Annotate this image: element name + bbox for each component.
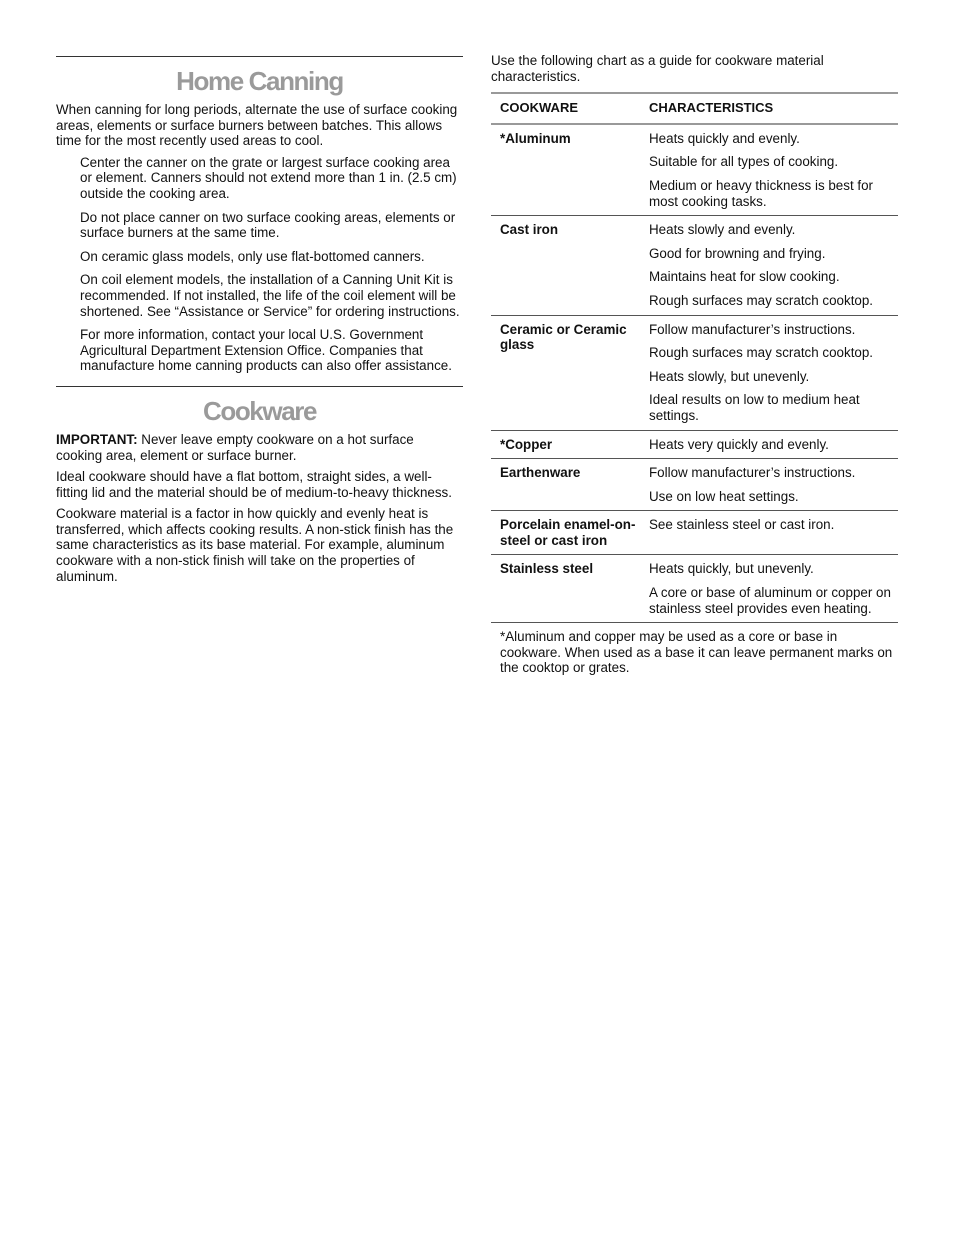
- material-cell: *Aluminum: [491, 124, 640, 216]
- important-text: Never leave empty cookware on a hot surface cooking area, element or surface burner.: [56, 431, 414, 463]
- home-canning-title: Home Canning: [176, 66, 343, 96]
- characteristics-cell: [640, 315, 898, 430]
- table-header-row: [491, 93, 898, 124]
- canning-item: Do not place canner on two surface cooking areas, elements or surface burners at the same time.: [80, 209, 456, 241]
- characteristic-line: Heats slowly, but unevenly.: [649, 368, 810, 384]
- material-cell: Cast iron: [491, 216, 640, 315]
- material-cell: Ceramic or Ceramic glass: [491, 315, 640, 430]
- characteristic-line: Heats slowly and evenly.: [649, 222, 796, 238]
- characteristic-line: Heats very quickly and evenly.: [649, 436, 829, 452]
- material-cell: Porcelain enamel-on-steel or cast iron: [491, 511, 640, 555]
- canning-item: For more information, contact your local U.S. Government Agricultural Department Extension Office. Companies that manufacture home canning products can also offer assistance.: [80, 327, 452, 374]
- table-row: [491, 430, 898, 459]
- canning-item: On ceramic glass models, only use flat-bottomed canners.: [80, 248, 425, 264]
- right-column: [491, 53, 898, 676]
- characteristic-line: Rough surfaces may scratch cooktop.: [649, 292, 874, 308]
- table-row: [491, 555, 898, 623]
- chart-intro: Use the following chart as a guide for cookware material characteristics.: [491, 53, 824, 84]
- characteristic-line: Ideal results on low to medium heat settings.: [649, 392, 860, 423]
- header-characteristics: CHARACTERISTICS: [640, 93, 898, 124]
- important-note: [56, 432, 463, 463]
- characteristics-cell: [640, 511, 898, 555]
- table-row: [491, 124, 898, 216]
- characteristic-line: Follow manufacturer’s instructions.: [649, 465, 856, 481]
- characteristic-line: Good for browning and frying.: [649, 245, 826, 261]
- characteristic-line: A core or base of aluminum or copper on stainless steel provides even heating.: [649, 585, 891, 616]
- characteristics-cell: [640, 216, 898, 315]
- table-row: [491, 511, 898, 555]
- characteristic-line: Heats quickly and evenly.: [649, 130, 800, 146]
- characteristic-line: Rough surfaces may scratch cooktop.: [649, 345, 874, 361]
- material-cell: *Copper: [491, 430, 640, 459]
- material-cell: Earthenware: [491, 459, 640, 511]
- table-row: [491, 315, 898, 430]
- characteristics-cell: [640, 555, 898, 623]
- material-cell: Stainless steel: [491, 555, 640, 623]
- characteristics-cell: [640, 430, 898, 459]
- characteristic-line: Suitable for all types of cooking.: [649, 154, 839, 170]
- characteristics-cell: [640, 124, 898, 216]
- cookware-title: Cookware: [202, 395, 317, 426]
- left-column: [56, 56, 463, 590]
- characteristic-line: Follow manufacturer’s instructions.: [649, 321, 856, 337]
- section-divider: [56, 56, 463, 57]
- table-row: [491, 216, 898, 315]
- characteristic-line: Use on low heat settings.: [649, 488, 799, 504]
- section-divider: [56, 386, 463, 387]
- characteristic-line: Medium or heavy thickness is best for most cooking tasks.: [649, 177, 874, 209]
- cookware-table: [491, 92, 898, 623]
- canning-item: Center the canner on the grate or largest surface cooking area or element. Canners should not extend more than 1 in. (2.5 cm) outside the cooking area.: [80, 154, 457, 201]
- characteristic-line: See stainless steel or cast iron.: [649, 517, 835, 533]
- characteristic-line: Heats quickly, but unevenly.: [649, 561, 814, 577]
- canning-item: On coil element models, the installation of a Canning Unit Kit is recommended. If not installed, the life of the coil element will be shortened. See “Assistance or Service” for ordering instructions.: [80, 272, 460, 319]
- home-canning-intro: When canning for long periods, alternate the use of surface cooking areas, elements or surface burners between batches. This allows time for the most recently used areas to cool.: [56, 102, 458, 149]
- characteristic-line: Maintains heat for slow cooking.: [649, 269, 840, 285]
- cookware-paragraph: Ideal cookware should have a flat bottom, straight sides, a well-fitting lid and the material should be of medium-to-heavy thickness.: [56, 469, 452, 500]
- characteristics-cell: [640, 459, 898, 511]
- table-row: [491, 459, 898, 511]
- header-cookware: COOKWARE: [491, 93, 640, 124]
- table-footnote: *Aluminum and copper may be used as a core or base in cookware. When used as a base it can leave permanent marks on the cooktop or grates.: [500, 629, 893, 676]
- important-label: IMPORTANT:: [56, 431, 138, 447]
- cookware-paragraph: Cookware material is a factor in how quickly and evenly heat is transferred, which affects cooking results. A non-stick finish has the same characteristics as its base material. For example, aluminum cookware with a non-stick finish will take on the properties of aluminum.: [56, 506, 454, 584]
